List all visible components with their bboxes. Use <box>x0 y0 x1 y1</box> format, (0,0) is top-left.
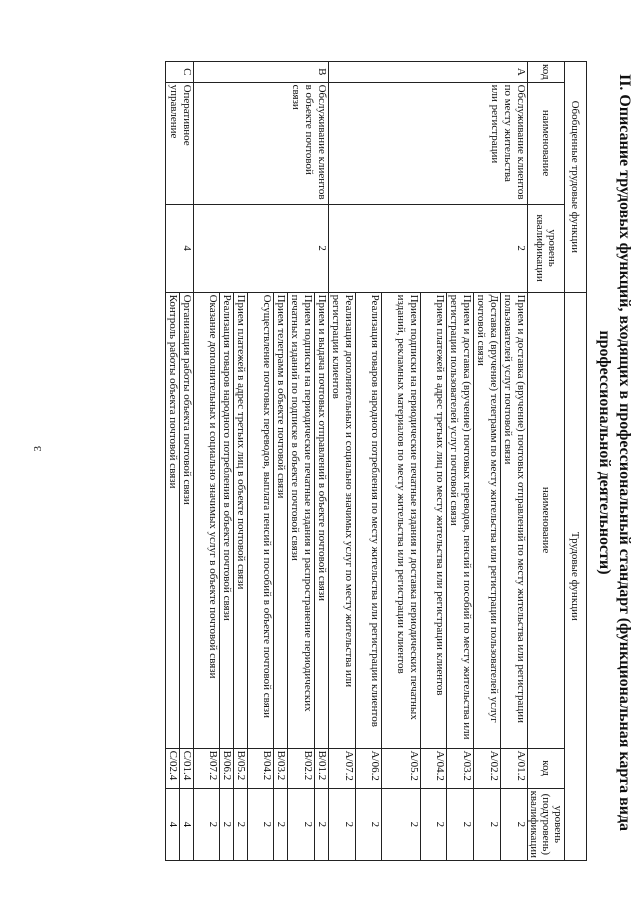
function-level: 2 <box>474 788 501 860</box>
function-level: 2 <box>356 788 382 860</box>
function-name: Прием платежей в адрес третьих лиц по месту жительства или регистрации клиентов <box>421 292 447 748</box>
function-level: 4 <box>180 788 194 860</box>
function-level: 2 <box>501 788 528 860</box>
function-level: 2 <box>220 788 234 860</box>
header-labor-name: наименование <box>528 292 565 748</box>
function-level: 2 <box>248 788 274 860</box>
function-name: Осуществление почтовых переводов, выплата пенсий и пособий в объекте почтовой связи <box>248 292 274 748</box>
function-code: A/02.2 <box>474 748 501 788</box>
header-labor-functions: Трудовые функции <box>565 292 587 860</box>
section-title <box>594 40 634 865</box>
function-name: Прием и доставка (вручение) почтовых отправлений по месту жительства или регистрации пользователей услуг почтовой связи <box>501 292 528 748</box>
group-name: Обслуживание клиентов в объекте почтовой связи <box>194 82 329 204</box>
function-code: B/07.2 <box>194 748 220 788</box>
function-code: A/01.2 <box>501 748 528 788</box>
table-body <box>166 62 528 861</box>
function-name: Прием подписки на периодические печатные издания и распространение периодических печатных изданий по подписке в объекте почтовой связи <box>288 292 315 748</box>
function-name: Доставка (вручение) телеграмм по месту жительства или регистрации пользователей услуг почтовой связи <box>474 292 501 748</box>
function-code: B/02.2 <box>288 748 315 788</box>
function-name: Контроль работы объекта почтовой связи <box>166 292 180 748</box>
title-line-1: II. Описание трудовых функций, входящих в профессиональный стандарт (функциональная карта вида <box>616 73 633 832</box>
function-name: Прием и доставка (вручение) почтовых переводов, пенсий и пособий по месту жительства или регистрации пользователей услуг почтовой связи <box>447 292 474 748</box>
functional-map-table <box>165 61 587 861</box>
function-code: B/01.2 <box>315 748 329 788</box>
function-code: A/03.2 <box>447 748 474 788</box>
function-level: 2 <box>382 788 421 860</box>
function-level: 4 <box>166 788 180 860</box>
header-labor-code: код <box>528 748 565 788</box>
group-level: 4 <box>166 204 194 292</box>
table-row <box>180 62 194 861</box>
function-name: Реализация товаров народного потребления в объекте почтовой связи <box>220 292 234 748</box>
function-name: Организация работы объекта почтовой связи <box>180 292 194 748</box>
group-code: C <box>166 62 194 83</box>
function-level: 2 <box>288 788 315 860</box>
header-code: код <box>528 62 565 83</box>
function-level: 2 <box>194 788 220 860</box>
table-row <box>315 62 329 861</box>
group-name: Оперативное управление <box>166 82 194 204</box>
function-name: Прием телеграмм в объекте почтовой связи <box>274 292 288 748</box>
header-sublevel: уровень (подуровень) квалификации <box>528 788 565 860</box>
function-name: Оказание дополнительных и социально значимых услуг в объекте почтовой связи <box>194 292 220 748</box>
group-level: 2 <box>194 204 329 292</box>
title-line-2: профессиональной деятельности) <box>596 330 613 575</box>
function-level: 2 <box>329 788 356 860</box>
header-level: уровень квалификации <box>528 204 565 292</box>
function-level: 2 <box>421 788 447 860</box>
function-code: A/06.2 <box>356 748 382 788</box>
function-name: Прием платежей в адрес третьих лиц в объекте почтовой связи <box>234 292 248 748</box>
function-level: 2 <box>447 788 474 860</box>
function-name: Реализация товаров народного потребления по месту жительства или регистрации клиентов <box>356 292 382 748</box>
table-row <box>501 62 528 861</box>
function-name: Прием подписки на периодические печатные издания и доставка периодических печатных изданий, рекламных материалов по месту жительства или регистрации клиентов <box>382 292 421 748</box>
function-code: B/05.2 <box>234 748 248 788</box>
function-name: Прием и выдача почтовых отправлений в объекте почтовой связи <box>315 292 329 748</box>
function-code: A/07.2 <box>329 748 356 788</box>
function-code: C/02.4 <box>166 748 180 788</box>
page-number: 3 <box>32 446 44 452</box>
group-code: B <box>194 62 329 83</box>
group-code: A <box>329 62 528 83</box>
function-level: 2 <box>274 788 288 860</box>
function-code: B/04.2 <box>248 748 274 788</box>
function-code: B/03.2 <box>274 748 288 788</box>
function-code: A/04.2 <box>421 748 447 788</box>
function-code: A/05.2 <box>382 748 421 788</box>
function-level: 2 <box>234 788 248 860</box>
function-code: B/06.2 <box>220 748 234 788</box>
function-level: 2 <box>315 788 329 860</box>
header-name: наименование <box>528 82 565 204</box>
header-generalized-functions: Обобщенные трудовые функции <box>565 62 587 293</box>
group-name: Обслуживание клиентов по месту жительства или регистрации <box>329 82 528 204</box>
function-name: Реализация дополнительных и социально значимых услуг по месту жительства или регистрации клиентов <box>329 292 356 748</box>
group-level: 2 <box>329 204 528 292</box>
function-code: C/01.4 <box>180 748 194 788</box>
